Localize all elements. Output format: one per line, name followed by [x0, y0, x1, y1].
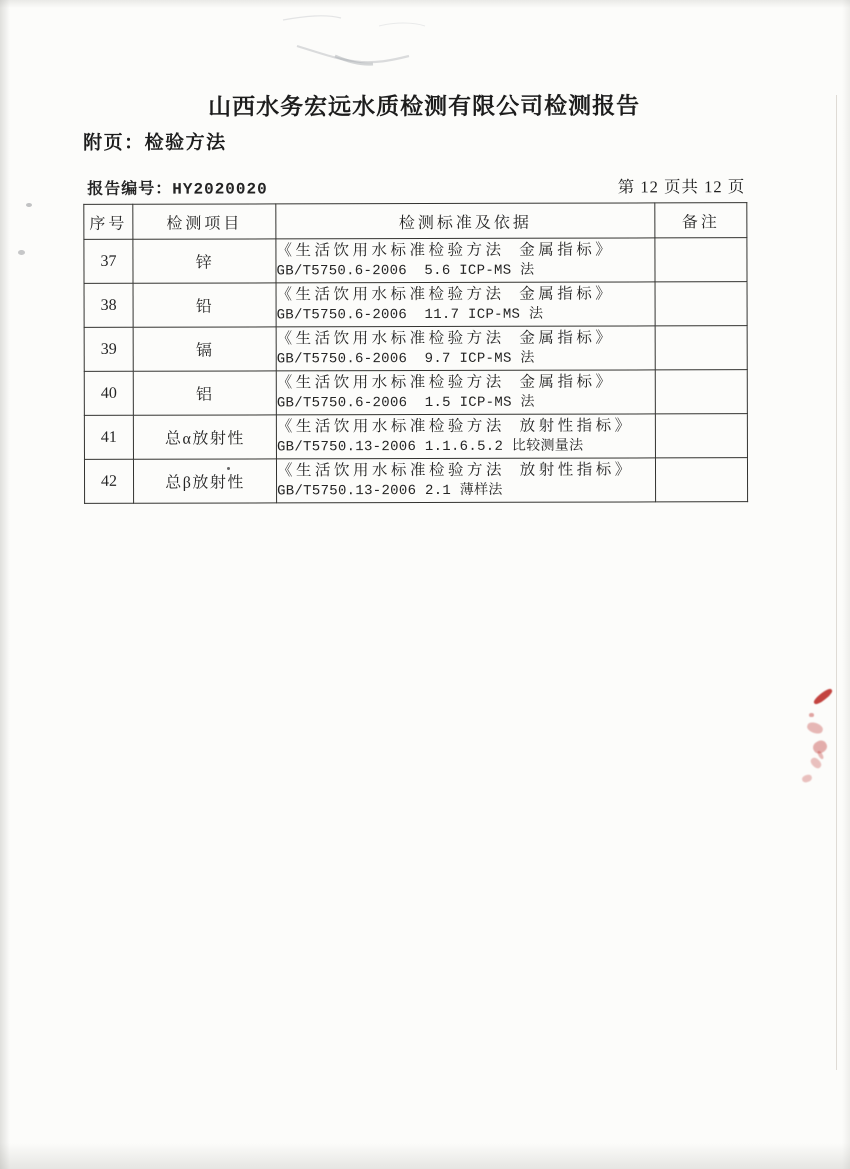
meta-row — [87, 173, 745, 199]
cell-serial: 41 — [84, 415, 133, 459]
cell-standard — [276, 326, 655, 371]
cell-item: 总β放射性 — [133, 459, 276, 503]
cell-standard — [276, 458, 655, 503]
page-indicator: 第 12 页共 12 页 — [617, 177, 746, 197]
section-subtitle: 附页：检验方法 — [83, 132, 227, 154]
cell-item: 锌 — [133, 239, 276, 283]
table-row — [84, 458, 747, 504]
standard-reference: GB/T5750.6-2006 5.6 ICP-MS 法 — [276, 262, 535, 280]
standard-reference: GB/T5750.13-2006 1.1.6.5.2 比较测量法 — [276, 438, 584, 456]
cell-serial: 40 — [84, 371, 133, 415]
cell-serial: 39 — [84, 327, 133, 371]
cell-standard — [276, 370, 655, 415]
cell-item: 铅 — [133, 283, 276, 327]
standard-reference: GB/T5750.6-2006 9.7 ICP-MS 法 — [276, 350, 535, 368]
cell-remark — [655, 458, 747, 502]
table-header-row — [84, 203, 747, 240]
standard-title: 《生活饮用水标准检验方法 金属指标》 — [276, 241, 615, 260]
cell-standard — [276, 282, 655, 327]
table-row — [84, 282, 747, 328]
cell-serial: 38 — [84, 283, 133, 327]
standard-title: 《生活饮用水标准检验方法 放射性指标》 — [276, 417, 634, 436]
cell-remark — [655, 370, 747, 414]
cell-item: 总α放射性 — [133, 415, 276, 459]
standard-title: 《生活饮用水标准检验方法 金属指标》 — [276, 285, 615, 304]
cell-remark — [655, 414, 747, 458]
header-cell-standard: 检测标准及依据 — [276, 203, 655, 239]
standard-title: 《生活饮用水标准检验方法 金属指标》 — [276, 373, 615, 392]
table-row — [84, 414, 747, 460]
cell-item: 铝 — [133, 371, 276, 415]
standard-reference: GB/T5750.6-2006 11.7 ICP-MS 法 — [276, 306, 544, 324]
cell-item: 镉 — [133, 327, 276, 371]
table-row — [84, 370, 747, 416]
header-cell-item: 检测项目 — [133, 204, 276, 239]
report-number-value: HY2020020 — [172, 180, 268, 199]
cell-serial: 42 — [84, 459, 133, 503]
standard-title: 《生活饮用水标准检验方法 放射性指标》 — [276, 461, 634, 480]
cell-remark — [655, 326, 747, 370]
page-title: 山西水务宏远水质检测有限公司检测报告 — [208, 92, 641, 120]
cell-standard — [276, 414, 655, 459]
standard-title: 《生活饮用水标准检验方法 金属指标》 — [276, 329, 615, 348]
table-row — [84, 238, 747, 284]
standard-reference: GB/T5750.6-2006 1.5 ICP-MS 法 — [276, 394, 535, 412]
report-number — [87, 175, 267, 198]
header-cell-serial: 序号 — [84, 204, 133, 239]
header-cell-remark: 备注 — [655, 203, 747, 238]
standard-reference: GB/T5750.13-2006 2.1 薄样法 — [277, 482, 503, 500]
table-row — [84, 326, 747, 372]
cell-standard — [276, 238, 655, 283]
cell-remark — [655, 238, 747, 282]
methods-table — [83, 202, 748, 504]
cell-serial: 37 — [84, 239, 133, 283]
cell-remark — [655, 282, 747, 326]
report-number-label: 报告编号： — [87, 180, 173, 198]
